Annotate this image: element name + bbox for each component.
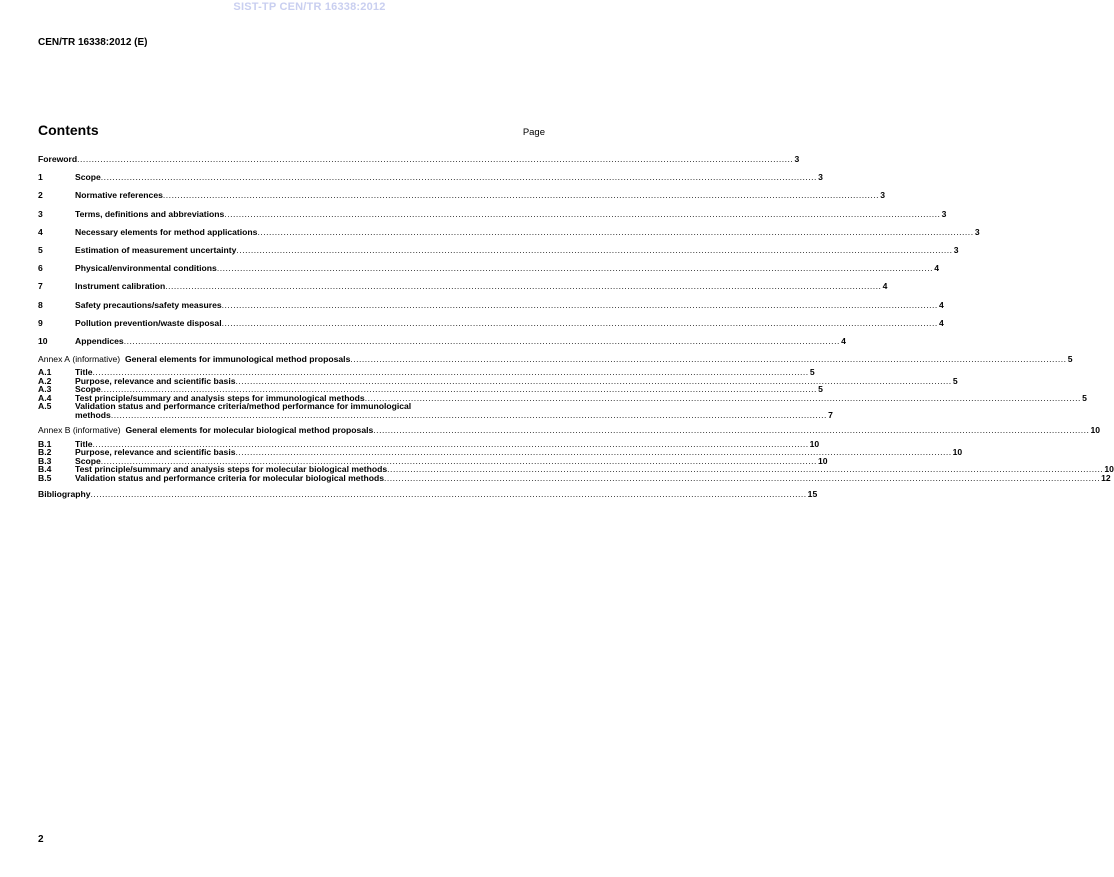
dot-leader: [365, 394, 1081, 403]
toc-page: 4: [841, 335, 846, 346]
toc-page: 3: [794, 154, 800, 164]
toc-entry-section-8[interactable]: [38, 296, 944, 314]
toc-number: 8: [38, 299, 43, 310]
toc-title: Necessary elements for method applications: [75, 226, 258, 237]
dot-leader: [236, 241, 952, 259]
toc-page: 5: [818, 384, 823, 395]
toc-title: Validation status and performance criteria for molecular biological methods: [75, 472, 384, 483]
toc-title-line-1: Validation status and performance criteria/method performance for immunological: [75, 401, 412, 412]
toc-page: 10: [809, 438, 820, 449]
toc-page: 10: [952, 447, 963, 458]
toc-number: A.5: [38, 401, 52, 412]
dot-leader: [350, 350, 1066, 368]
toc-title: [38, 421, 373, 439]
toc-page: 5: [1067, 354, 1073, 365]
toc-title: Pollution prevention/waste disposal: [75, 317, 222, 328]
toc-title: Scope: [75, 384, 101, 395]
dot-leader: [91, 485, 807, 503]
toc-entry-annex-b[interactable]: [38, 421, 1100, 439]
toc-page: 5: [809, 367, 815, 378]
annex-label: Annex B: [38, 425, 71, 436]
toc-number: A.3: [38, 384, 52, 395]
toc-number: B.5: [38, 472, 52, 483]
toc-number: 4: [38, 226, 43, 237]
toc-title-line-2: methods: [75, 410, 111, 421]
dot-leader: [124, 332, 840, 350]
toc-page: 3: [953, 244, 959, 255]
page-column-label: Page: [522, 127, 545, 138]
dot-leader: [217, 259, 933, 277]
toc-entry-section-7[interactable]: [38, 277, 888, 295]
toc-title: Safety precautions/safety measures: [75, 299, 222, 310]
toc-page: 10: [817, 455, 828, 466]
toc-entry-a5[interactable]: [38, 401, 833, 421]
toc-page: 10: [1104, 464, 1114, 475]
toc-title: Terms, definitions and abbreviations: [75, 208, 225, 219]
toc-entry-section-5[interactable]: [38, 241, 959, 259]
toc-entry-b5[interactable]: [38, 472, 1111, 483]
toc-title: Test principle/summary and analysis steps for immunological methods: [75, 392, 365, 403]
dot-leader: [111, 411, 827, 420]
toc-number: 1: [38, 172, 43, 183]
toc-entry-section-2[interactable]: [38, 186, 886, 204]
toc-number: 2: [38, 190, 43, 201]
toc-number: B.3: [38, 455, 52, 466]
toc-page: 3: [941, 208, 947, 219]
annex-label: Annex A: [38, 354, 71, 365]
toc-number: B.4: [38, 464, 52, 475]
toc-page: 3: [818, 172, 823, 183]
toc-page: 5: [952, 375, 958, 386]
toc-title: Estimation of measurement uncertainty: [75, 244, 237, 255]
dot-leader: [257, 223, 973, 241]
toc-page: 7: [828, 410, 833, 421]
toc-number: 6: [38, 263, 43, 274]
toc-title: Scope: [75, 172, 101, 183]
toc-number: 7: [38, 281, 43, 292]
toc-entry-foreword[interactable]: [38, 150, 800, 168]
toc-entry-bibliography[interactable]: [38, 485, 818, 503]
toc-number: A.1: [38, 367, 52, 378]
toc-entry-section-9[interactable]: [38, 314, 944, 332]
annex-informative: (informative): [72, 354, 121, 365]
toc-entry-section-6[interactable]: [38, 259, 939, 277]
document-id: CEN/TR 16338:2012 (E): [38, 37, 148, 48]
watermark: SIST-TP CEN/TR 16338:2012: [233, 1, 386, 13]
toc-title: Purpose, relevance and scientific basis: [75, 375, 236, 386]
toc-title: Purpose, relevance and scientific basis: [75, 447, 236, 458]
dot-leader: [77, 150, 793, 168]
toc-title: Scope: [75, 455, 101, 466]
toc-page: 4: [882, 281, 888, 292]
dot-leader: [222, 314, 938, 332]
toc-title: [38, 350, 350, 368]
toc-page: 12: [1101, 472, 1111, 483]
toc-entry-section-10[interactable]: [38, 332, 846, 350]
annex-title: General elements for molecular biological method proposals: [125, 425, 374, 436]
table-of-contents: [38, 150, 1114, 504]
page-number: 2: [38, 834, 44, 845]
contents-title: Contents: [38, 122, 99, 138]
toc-title: Foreword: [38, 154, 78, 164]
toc-page: 4: [938, 317, 944, 328]
dot-leader: [222, 296, 938, 314]
toc-entry-annex-a[interactable]: [38, 350, 1073, 368]
dot-leader: [165, 277, 881, 295]
toc-title: Normative references: [75, 190, 163, 201]
annex-title: General elements for immunological method proposals: [124, 354, 351, 365]
toc-entry-section-4[interactable]: [38, 223, 980, 241]
dot-leader: [224, 205, 940, 223]
toc-number: 9: [38, 317, 43, 328]
toc-number: A.4: [38, 392, 52, 403]
toc-title: Physical/environmental conditions: [75, 263, 217, 274]
toc-number: A.2: [38, 375, 52, 386]
toc-entry-section-1[interactable]: [38, 168, 823, 186]
toc-title: Title: [75, 367, 93, 378]
toc-page: 3: [880, 190, 886, 201]
annex-informative: (informative): [72, 425, 121, 436]
toc-title: Bibliography: [38, 489, 91, 500]
dot-leader: [101, 168, 817, 186]
toc-page: 4: [939, 299, 944, 310]
toc-page: 3: [974, 226, 980, 237]
toc-page: 5: [1082, 392, 1087, 403]
toc-page: 10: [1090, 425, 1100, 436]
toc-title: Appendices: [75, 335, 124, 346]
toc-number: 10: [38, 335, 48, 346]
dot-leader: [373, 421, 1089, 439]
dot-leader: [384, 474, 1100, 483]
dot-leader: [163, 186, 879, 204]
toc-entry-section-3[interactable]: [38, 205, 947, 223]
toc-number: B.2: [38, 447, 52, 458]
toc-title: Test principle/summary and analysis steps for molecular biological methods: [75, 464, 388, 475]
toc-page: 15: [807, 489, 818, 500]
toc-title: Instrument calibration: [75, 281, 166, 292]
toc-title: Title: [75, 438, 93, 449]
toc-number: 5: [38, 244, 43, 255]
toc-number: 3: [38, 208, 43, 219]
toc-page: 4: [934, 263, 939, 274]
toc-number: B.1: [38, 438, 52, 449]
